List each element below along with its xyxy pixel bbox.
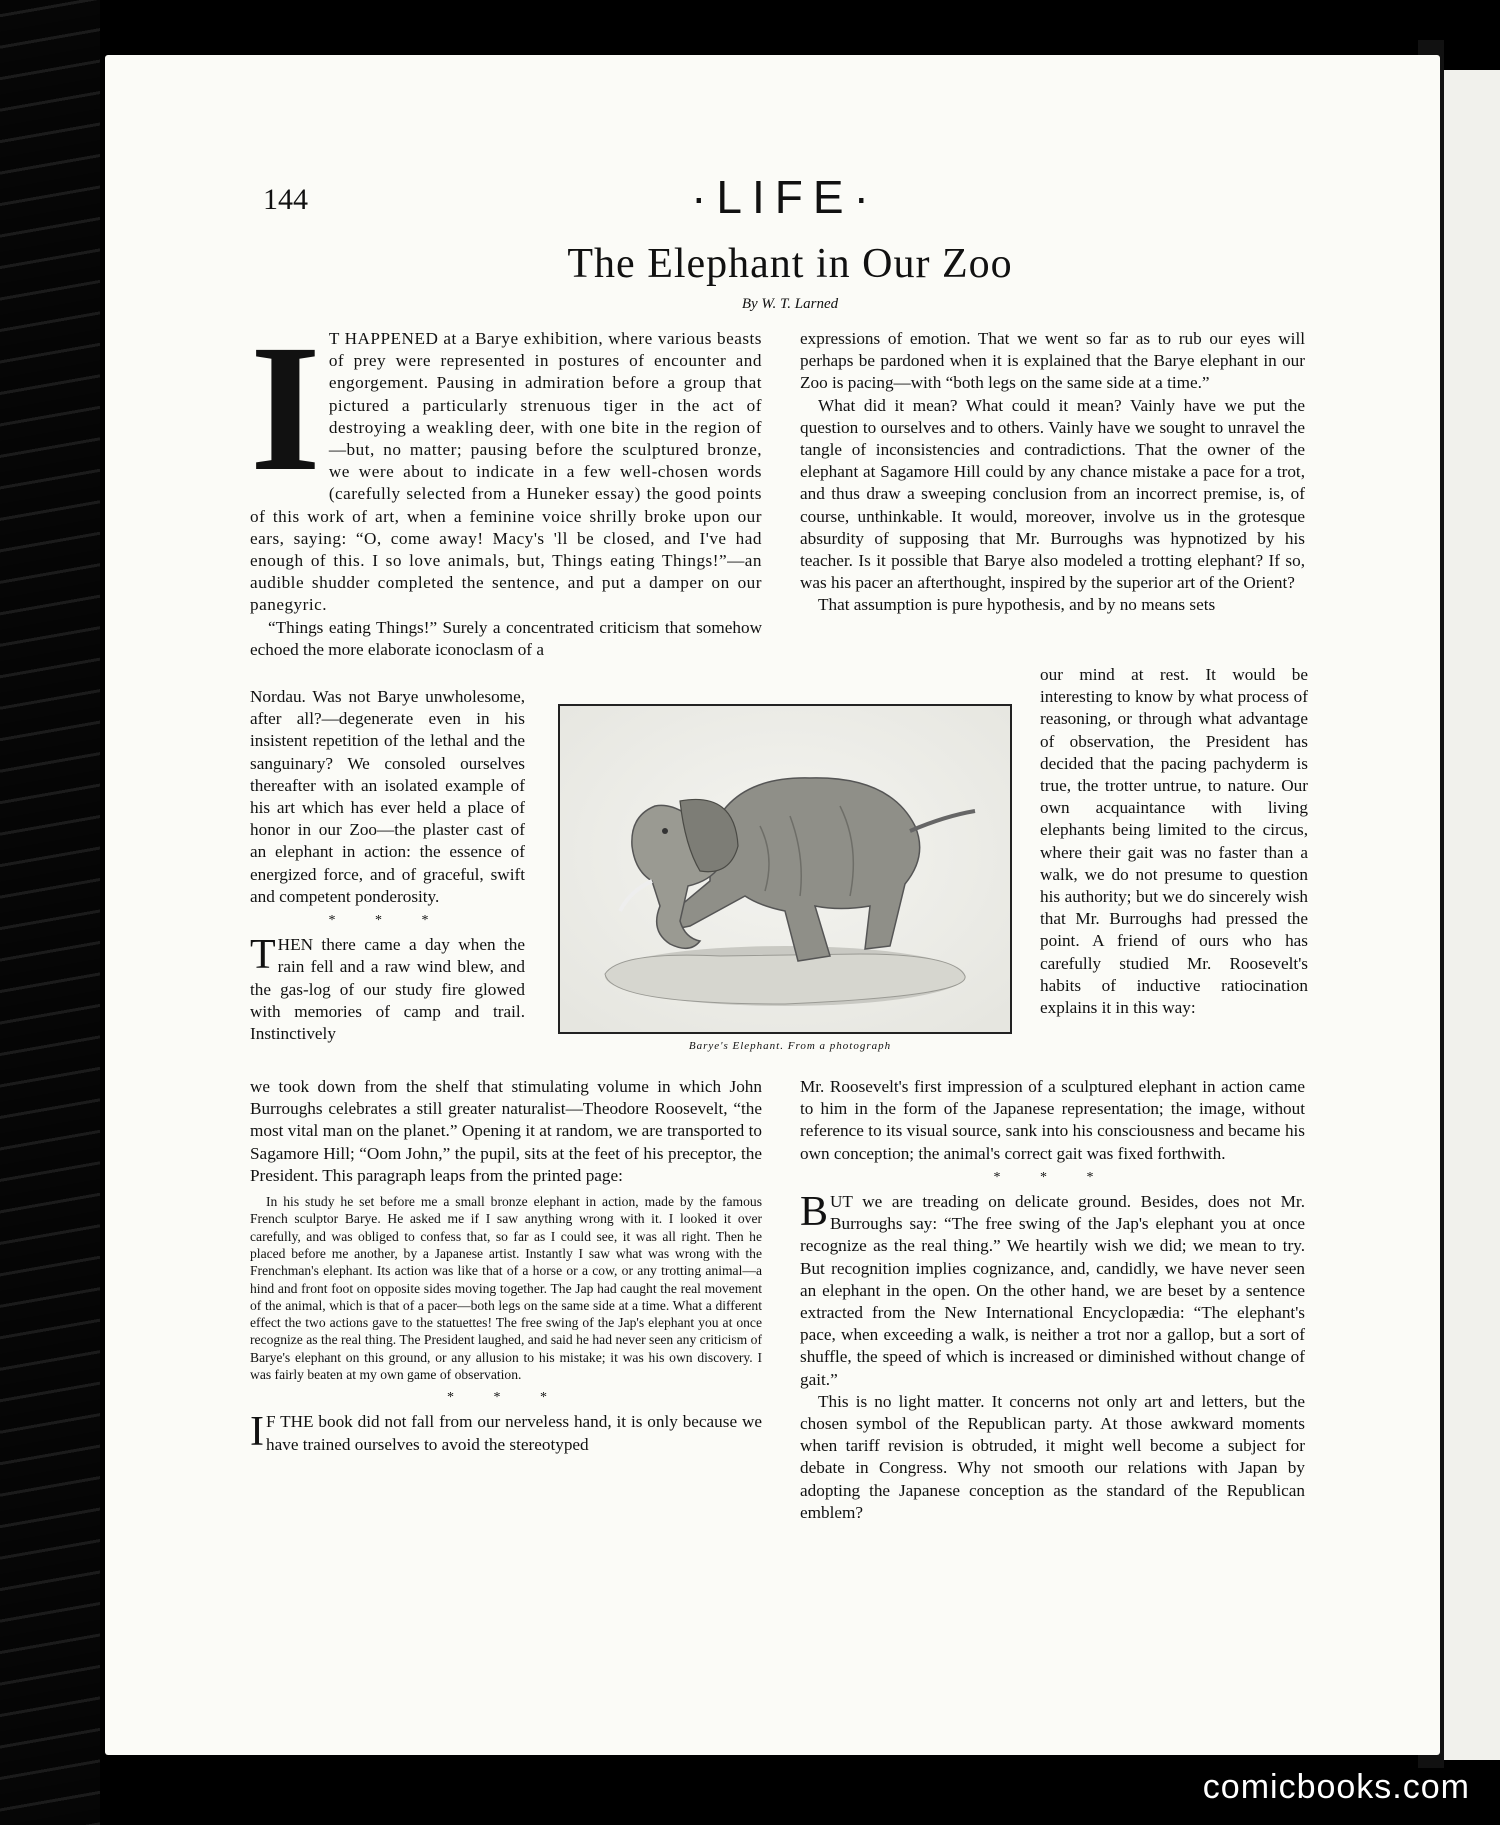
paragraph: “Things eating Things!” Surely a concentrated criticism that somehow echoed the more elaborate iconoclasm of a (250, 617, 762, 659)
paragraph: This is no light matter. It concerns not only art and letters, but the chosen symbol of the Republican party. At those awkward moments when tariff revision is obtruded, it might well become a subject for debate in Congress. Why not smooth our relations with Japan by adopting the Japanese conception as the standard of the Republican emblem? (800, 1391, 1305, 1522)
paragraph: expressions of emotion. That we went so far as to rub our eyes will perhaps be pardoned when it is explained that the Barye elephant in our Zoo is pacing—with “both legs on the same side at a time.” (800, 329, 1305, 393)
section-paragraph: BUT we are treading on delicate ground. Besides, does not Mr. Burroughs say: “The free swing of the Jap's elephant you at once recognize as the real thing.” We heartily wish we did; we mean to try. But recognition implies cognizance, and, candidly, we have never seen an elephant in the open. On the other hand, we are beset by a sentence extracted from the New International Encyclopædia: “The elephant's pace, when exceeding a walk, is neither a trot nor a gallop, but a sort of shuffle, the speed of which is increased or diminished without change of gait.” (800, 1189, 1305, 1389)
paragraph: Mr. Roosevelt's first impression of a sculptured elephant in action came to him in the form of the Japanese representation; the image, without reference to its visual source, sank into his consciousness and became his own conception; the animal's correct gait was fixed forthwith. (800, 1077, 1305, 1163)
opening-paragraph: I T HAPPENED at a Barye exhibition, where various beasts of prey were represented in postures of encounter and engorgement. Pausing in admiration before a group that pictured a particularly strenuous tiger in the act of destroying a weakling deer, with one bite in the region of—but, no matter; pausing before the sculptured bronze, we were about to indicate in a few well-chosen words (carefully selected from a Huneker essay) the good points of this work of art, when a feminine voice shrilly broke upon our ears, saying: “O, come away! Macy's 'll be closed, and I've had enough of this. I so love animals, but, Things eating Things!”—an audible shudder completed the sentence, and put a damper on our panegyric. (250, 308, 762, 615)
elephant-sculpture-photo (560, 706, 1010, 1032)
page-number: 144 (263, 183, 308, 216)
left-column-top (250, 308, 762, 661)
block-quote: In his study he set before me a small bronze elephant in action, made by the famous French sculptor Barye. He asked me if I saw anything wrong with it. I looked it over carefully, and was obliged to confess that, so far as I could see, it was all right. Then he placed before me another, by a Japanese artist. Instantly I saw what was wrong with the Frenchman's elephant. Its action was like that of a horse or a cow, or any trotting animal—a hind and front foot on opposite sides moving together. The Jap had caught the real movement of the animal, which is that of a pacer—both legs on the same side at a time. What a different effect the two actions gave to the statuettes! The free swing of the Jap's elephant you at once recognize as the real thing. The President laughed, and said he had never seen any criticism of Barye's elephant on this ground, or any allusion to his mistake; it was his own discovery. I was fairly beaten at my own game of observation. (250, 1194, 762, 1382)
drop-cap: B (800, 1189, 829, 1236)
right-column-bottom (800, 1076, 1305, 1524)
drop-cap: I (250, 1409, 264, 1456)
figure-caption: Barye's Elephant. From a photograph (688, 1040, 892, 1052)
paragraph: What did it mean? What could it mean? Vainly have we put the question to ourselves and to others. Vainly have we sought to unravel the tangle of inconsistencies and contradictions. That the owner of the elephant at Sagamore Hill could by any chance mistake a pace for a trot, and thus draw a sweeping conclusion from an incorrect premise, is, of course, unthinkable. It would, moreover, involve us in the grotesque absurdity of supposing that Mr. Burroughs was hypnotized by his teacher. Is it possible that Barye also modeled a trotting elephant? If so, was his pacer an afterthought, inspired by the superior art of the Orient? (800, 395, 1305, 593)
paragraph: our mind at rest. It would be interesting to know by what process of reasoning, or through what advantage of observation, the President has decided that the pacing pachyderm is true, the trotter untrue, to nature. Our own acquaintance with living elephants being limited to the circus, where their gait was no faster than a walk, we do not presume to question his authority; but we do sincerely wish that Mr. Burroughs had pressed the point. A friend of ours who has carefully studied Mr. Roosevelt's habits of inductive ratiocination explains it in this way: (1040, 665, 1308, 1018)
section-break: * * * (328, 913, 447, 929)
section-break: * * * (993, 1169, 1112, 1185)
watermark: comicbooks.com (1202, 1768, 1470, 1806)
article-byline: By W. T. Larned (741, 296, 839, 312)
article-title: The Elephant in Our Zoo (567, 241, 1013, 287)
right-column-top (800, 328, 1305, 617)
section-paragraph: THEN there came a day when the rain fell and a raw wind blew, and the gas-log of our study fire glowed with memories of camp and trail. Instinctively (250, 932, 525, 1044)
masthead: ·LIFE· (691, 171, 879, 223)
drop-cap: T (250, 932, 276, 979)
paragraph: we took down from the shelf that stimulating volume in which John Burroughs celebrates a still greater naturalist—Theodore Roosevelt, “the most vital man on the planet.” Opening it at random, we are transported to Sagamore Hill; “Oom John,” the pupil, sits at the feet of his preceptor, the President. This paragraph leaps from the printed page: (250, 1077, 762, 1185)
paragraph: Nordau. Was not Barye unwholesome, after all?—degenerate even in his insistent repetition of the lethal and the sanguinary? We consoled ourselves thereafter with an isolated example of his art which has ever held a place of honor in our Zoo—the plaster cast of an elephant in action: the essence of energized force, and of graceful, swift and competent ponderosity. (250, 687, 525, 906)
left-column-wrap (250, 686, 525, 1045)
paragraph: That assumption is pure hypothesis, and by no means sets (818, 595, 1216, 615)
section-break: * * * (447, 1390, 565, 1406)
right-column-wrap (1040, 664, 1308, 1019)
drop-cap: I (250, 308, 321, 509)
book-binding-edge (0, 0, 100, 1825)
elephant-figure (558, 704, 1012, 1034)
left-column-bottom (250, 1076, 762, 1456)
section-paragraph: I F THE book did not fall from our nerveless hand, it is only because we have trained ourselves to avoid the stereotyped (250, 1409, 762, 1456)
